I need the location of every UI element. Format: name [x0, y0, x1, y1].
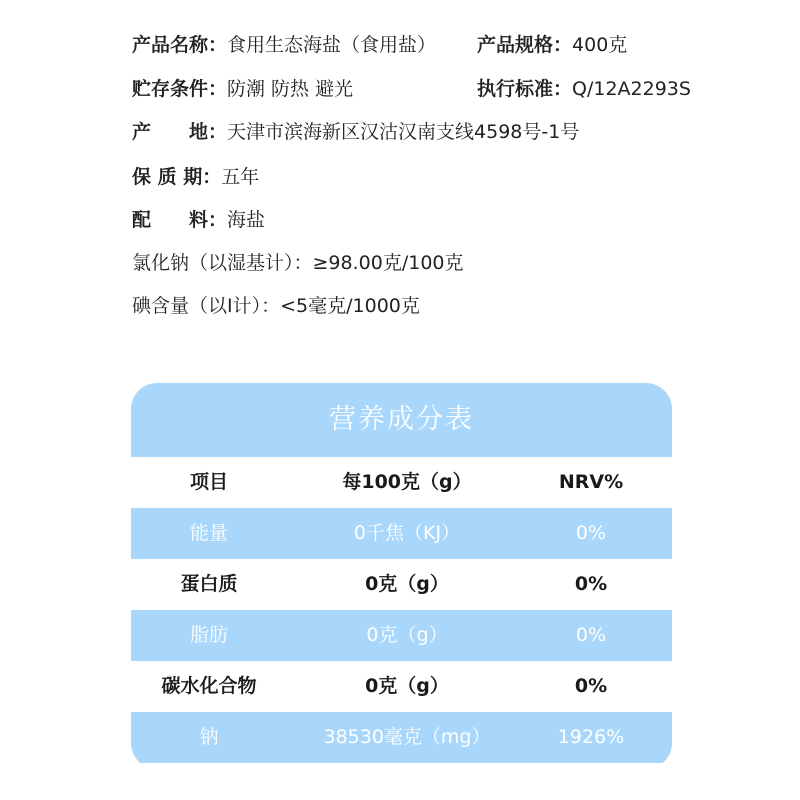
- row-energy-nrv: 0%: [575, 522, 607, 544]
- label-product-spec: 产品规格：: [477, 34, 573, 56]
- label-ingredients-char: 配: [132, 209, 152, 231]
- label-standard: 执行标准：: [477, 78, 573, 100]
- value-ingredients: 海盐: [227, 209, 266, 231]
- row-carb-name: 碳水化合物: [161, 675, 257, 697]
- label-shelf-life: 保 质 期：: [132, 166, 222, 188]
- spec-group: [477, 30, 627, 60]
- label-storage: 贮存条件：: [132, 78, 228, 100]
- nutrition-table-title: 营养成分表: [131, 383, 672, 457]
- label-nacl: 氯化钠（以湿基计）：: [132, 252, 313, 274]
- nutrition-table: [131, 383, 672, 769]
- label-iodine: 碘含量（以I计）：: [132, 295, 281, 317]
- label-origin-char: 产: [132, 121, 152, 143]
- value-origin: 天津市滨海新区汉沽汉南支线4598号-1号: [227, 121, 580, 143]
- table-header-row: [131, 457, 672, 508]
- info-row-ingredients: [132, 205, 265, 235]
- header-per-100g: 每100克（g）: [342, 471, 472, 493]
- value-storage: 防潮 防热 避光: [227, 78, 354, 100]
- row-sodium-name: 钠: [199, 726, 219, 748]
- table-row: [131, 610, 672, 661]
- row-fat-nrv: 0%: [575, 624, 607, 646]
- label-ingredients: [132, 209, 227, 231]
- table-row: [131, 661, 672, 712]
- value-nacl: ≥98.00克/100克: [312, 252, 464, 274]
- table-row: [131, 508, 672, 559]
- row-protein-name: 蛋白质: [180, 573, 238, 595]
- label-product-name: 产品名称：: [132, 34, 228, 56]
- row-protein-nrv: 0%: [574, 573, 608, 595]
- row-protein-value: 0克（g）: [365, 573, 449, 595]
- header-nrv: NRV%: [558, 471, 624, 493]
- table-row: [131, 559, 672, 610]
- info-row-shelf-life: [132, 162, 259, 192]
- row-fat-name: 脂肪: [189, 624, 228, 646]
- row-sodium-value: 38530毫克（mg）: [323, 726, 491, 748]
- row-energy-name: 能量: [189, 522, 228, 544]
- info-row-nacl: [132, 248, 464, 278]
- value-product-name: 食用生态海盐（食用盐）: [227, 34, 437, 56]
- row-energy-value: 0千焦（KJ）: [353, 522, 461, 544]
- row-sodium-nrv: 1926%: [557, 726, 625, 748]
- info-row-iodine: [132, 291, 420, 321]
- row-carb-value: 0克（g）: [365, 675, 449, 697]
- standard-group: [477, 74, 691, 104]
- label-origin-rest: 地：: [189, 121, 228, 143]
- value-standard: Q/12A2293S: [572, 78, 691, 100]
- value-product-spec: 400克: [572, 34, 628, 56]
- label-origin: [132, 121, 227, 143]
- label-ingredients-rest: 料：: [189, 209, 228, 231]
- row-fat-value: 0克（g）: [366, 624, 448, 646]
- header-item: 项目: [189, 471, 228, 493]
- info-row-name: [132, 30, 628, 60]
- info-row-storage: [132, 74, 691, 104]
- table-row: [131, 712, 672, 763]
- row-carb-nrv: 0%: [574, 675, 608, 697]
- value-shelf-life: 五年: [221, 166, 260, 188]
- info-row-origin: [132, 117, 579, 147]
- value-iodine: <5毫克/1000克: [280, 295, 420, 317]
